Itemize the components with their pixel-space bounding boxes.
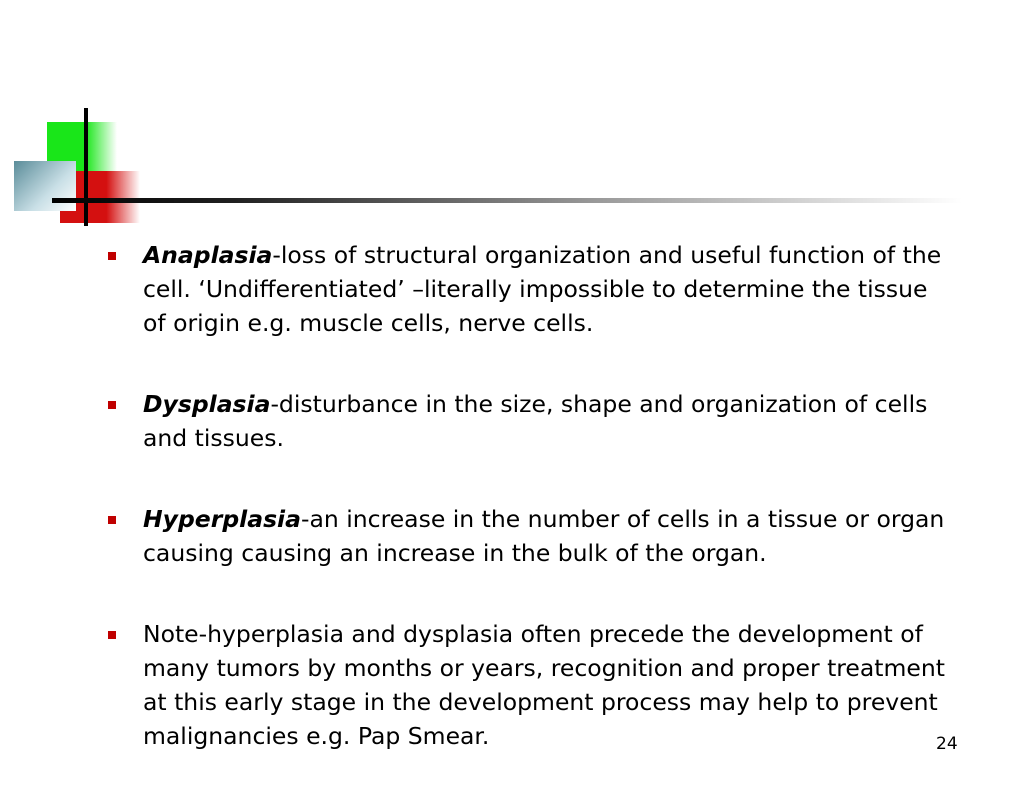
bullet-icon [108, 631, 116, 639]
list-item [108, 502, 948, 570]
definition-text: -loss of structural organization and useful function of the cell. ‘Undifferentiated’ –literally impossible to determine the tissue of origin e.g. muscle cells, nerve cells. [143, 241, 942, 337]
title-divider-rule [52, 198, 962, 203]
list-item [108, 238, 948, 340]
list-item [108, 387, 948, 455]
definition-text: -an increase in the number of cells in a tissue or organ causing causing an increase in the bulk of the organ. [143, 505, 945, 567]
bullet-icon [108, 516, 116, 524]
bullet-icon [108, 401, 116, 409]
slide-logo-decoration [0, 0, 160, 240]
slide-number: 24 [936, 734, 958, 754]
bullet-list [108, 238, 948, 800]
bullet-icon [108, 252, 116, 260]
list-item [108, 617, 948, 753]
term-dysplasia: Dysplasia [143, 390, 271, 418]
term-anaplasia: Anaplasia [143, 241, 273, 269]
note-text: Note-hyperplasia and dysplasia often precede the development of many tumors by months or years, recognition and proper treatment at this early stage in the development process may help to prevent malignancies e.g. Pap Smear. [143, 620, 945, 750]
vertical-rule [84, 108, 88, 226]
definition-text: -disturbance in the size, shape and organization of cells and tissues. [143, 390, 928, 452]
term-hyperplasia: Hyperplasia [143, 505, 301, 533]
teal-square-decoration [14, 161, 76, 211]
